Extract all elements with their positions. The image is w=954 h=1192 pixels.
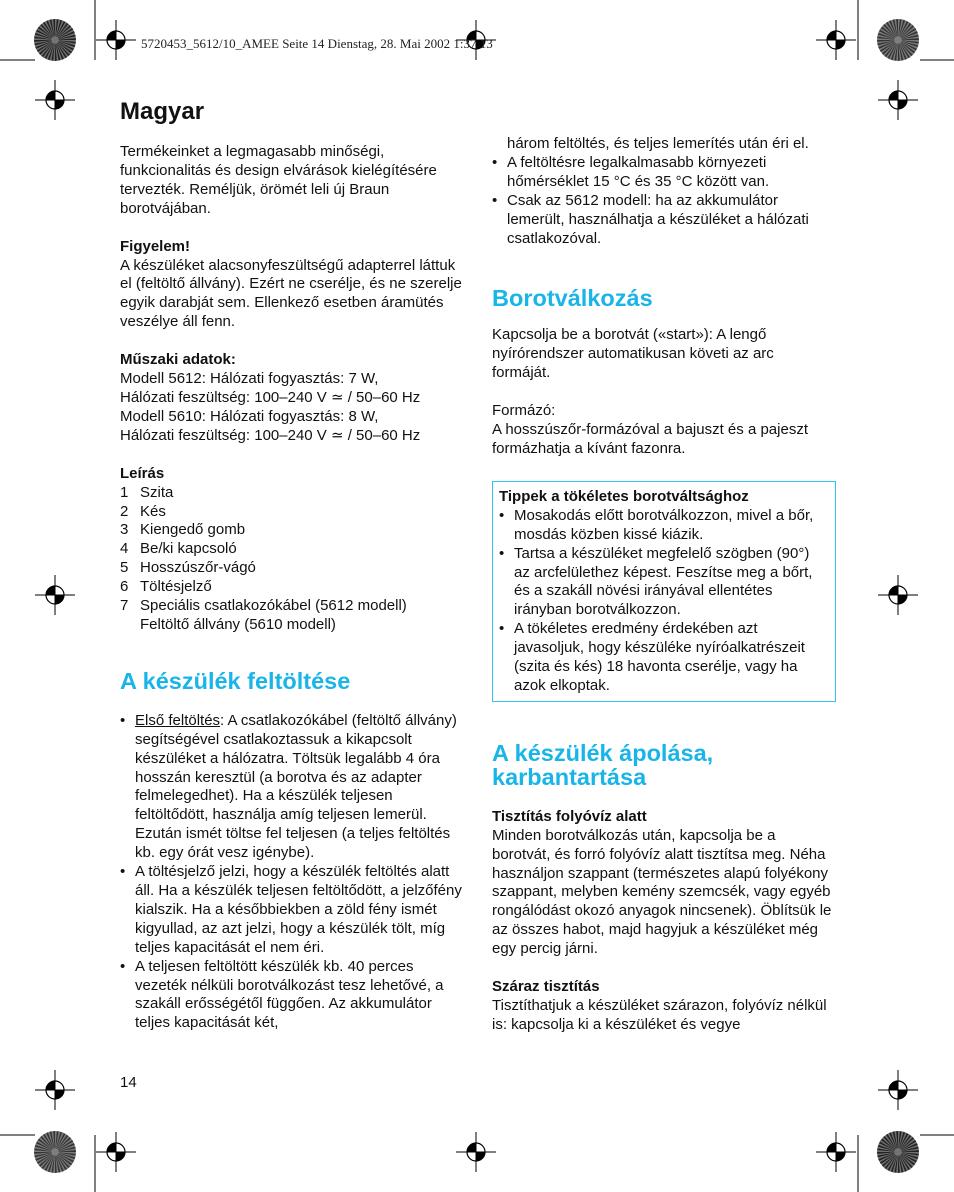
shaving-paragraph: Kapcsolja be a borotvát («start»): A lengő nyírórendszer automatikusan követi az arc formáját.: [492, 326, 774, 382]
care-paragraph-dry: Tisztíthatjuk a készüléket szárazon, folyóvíz nélkül is: kapcsolja ki a készüléket és vegye: [492, 997, 827, 1033]
list-item-continued: [492, 135, 836, 154]
registration-crosshair: [35, 80, 75, 120]
registration-crosshair: [35, 575, 75, 615]
spec-line: Hálózati feszültség: 100–240 V ≃ / 50–60 Hz: [120, 426, 421, 444]
registration-crosshair: [878, 575, 918, 615]
warning-heading: Figyelem!: [120, 237, 191, 255]
item-number: 4: [120, 540, 129, 558]
list-item: [120, 712, 465, 863]
tips-box: [492, 481, 836, 702]
list-item: [120, 503, 465, 522]
item-text: Kés: [140, 502, 166, 520]
item-text: Hosszúszőr-vágó: [140, 559, 256, 577]
care-heading: A készülék ápolása, karbantartása: [492, 739, 714, 790]
tip-text: Tartsa a készüléket megfelelő szögben (90°) az arcfelülethez képest. Feszítse meg a bőrt, és a szakáll növési irányával ellentétes irányban borotválkozzon.: [514, 544, 813, 619]
item-text-2: Feltöltő állvány (5610 modell): [140, 615, 336, 633]
shaving-heading: Borotválkozás: [492, 285, 653, 312]
spec-line: Hálózati feszültség: 100–240 V ≃ / 50–60 Hz: [120, 388, 421, 406]
item-number: 2: [120, 502, 129, 520]
charging-list-continued: [492, 135, 836, 248]
list-item: [499, 545, 829, 621]
list-item: [492, 154, 836, 192]
spec-line: Modell 5612: Hálózati fogyasztás: 7 W,: [120, 370, 379, 388]
tips-heading: Tippek a tökéletes borotváltsághoz: [499, 487, 749, 505]
care-paragraph-wet: Minden borotválkozás után, kapcsolja be a borotvát, és forró folyóvíz alatt tisztítsa meg. Néha használjon szappant (természetes alapú folyékony szappant, melyben kemény szemcsék, vagy egyéb rongálódást okozó anyagok nincsenek). Öblítsük le az összes habot, majd hagyjuk a készüléket még egy percig járni.: [492, 826, 832, 958]
list-item: [120, 540, 465, 559]
bullet-text: A feltöltésre legalkalmasabb környezeti hőmérséklet 15 °C és 35 °C között van.: [507, 153, 770, 190]
parts-list: [120, 484, 465, 635]
list-item: [120, 863, 465, 958]
bullet-text: A teljesen feltöltött készülék kb. 40 perces vezeték nélküli borotválkozást tesz lehetővé, a szakáll erősségétől függően. Az akkumulátor teljes kapacitását két,: [135, 957, 444, 1032]
charging-heading: A készülék feltöltése: [120, 667, 351, 694]
specs-heading: Műszaki adatok:: [120, 351, 236, 369]
item-number: 1: [120, 483, 129, 501]
list-item: [120, 958, 465, 1034]
registration-crosshair: [35, 1070, 75, 1110]
tip-text: Mosakodás előtt borotválkozzon, mivel a bőr, mosdás közben kissé kiázik.: [514, 506, 814, 543]
item-text: Kiengedő gomb: [140, 521, 246, 539]
registration-crosshair: [96, 1132, 136, 1172]
registration-crosshair: [878, 1070, 918, 1110]
first-charge-text: : A csatlakozókábel (feltöltő állvány) segítségével csatlakoztassuk a kikapcsolt készüléket a hálózatra. Töltsük legalább 4 óra hosszán keresztül (a borotva és az adapter felmelegedhet). Ha a készülék teljesen feltöltődött, használja amíg teljesen lemerül. Ezután ismét töltse fel teljesen (a teljes feltöltés kb. egy órát vesz igénybe).: [135, 711, 457, 862]
registration-crosshair: [816, 1132, 856, 1172]
starburst-mark: [877, 1131, 919, 1173]
list-item: [499, 620, 829, 696]
care-subheading-wet: Tisztítás folyóvíz alatt: [492, 807, 647, 825]
trimmer-label: Formázó:: [492, 402, 556, 420]
tip-text: A tökéletes eredmény érdekében azt javasoljuk, hogy készüléke nyíróalkatrészeit (szita és kés) 18 havonta cserélje, vagy ha azok elkoptak.: [514, 620, 805, 694]
starburst-mark: [34, 19, 76, 61]
list-item: [120, 578, 465, 597]
item-number: 5: [120, 559, 129, 577]
list-item: [492, 192, 836, 249]
item-text: Speciális csatlakozókábel (5612 modell): [140, 597, 407, 615]
first-charge-label: Első feltöltés: [135, 711, 221, 729]
spec-line: Modell 5610: Hálózati fogyasztás: 8 W,: [120, 407, 379, 425]
page-title: Magyar: [120, 98, 205, 125]
trimmer-paragraph: A hosszúszőr-formázóval a bajuszt és a pajeszt formázhatja a kívánt fazonra.: [492, 421, 808, 457]
print-header: 5720453_5612/10_AMEE Seite 14 Dienstag, 28. Mai 2002 1:37 13: [141, 36, 493, 51]
item-number: 7: [120, 597, 129, 615]
right-column: [492, 135, 836, 1054]
bullet-text: Csak az 5612 modell: ha az akkumulátor lemerült, használhatja a készüléket a hálózati csatlakozóval.: [507, 191, 809, 247]
registration-crosshair: [816, 20, 856, 60]
left-column: [120, 98, 465, 1033]
list-item: [120, 521, 465, 540]
list-item: [120, 484, 465, 503]
item-text: Szita: [140, 483, 174, 501]
charging-list: [120, 712, 465, 1033]
item-number: 6: [120, 578, 129, 596]
list-item: [120, 597, 465, 635]
starburst-mark: [877, 19, 919, 61]
page-number: 14: [120, 1074, 137, 1091]
item-text: Be/ki kapcsoló: [140, 540, 237, 558]
registration-crosshair: [456, 1132, 496, 1172]
tips-list: [499, 507, 829, 696]
item-text: Töltésjelző: [140, 578, 212, 596]
list-item: [499, 507, 829, 545]
list-item: [120, 559, 465, 578]
starburst-mark: [34, 1131, 76, 1173]
bullet-text: három feltöltés, és teljes lemerítés után éri el.: [507, 135, 809, 152]
item-number: 3: [120, 521, 129, 539]
registration-crosshair: [878, 80, 918, 120]
intro-paragraph: Termékeinket a legmagasabb minőségi, funkcionalitás és design elvárások kielégítésére tervezték. Reméljük, örömét leli új Braun borotvájában.: [120, 143, 437, 217]
care-subheading-dry: Száraz tisztítás: [492, 978, 600, 996]
specs-section: [120, 351, 465, 446]
registration-crosshair: [96, 20, 136, 60]
warning-text: A készüléket alacsonyfeszültségű adapterrel láttuk el (feltöltő állvány). Ezért ne cserélje, és ne szerelje egyik darabját sem. Ellenkező esetben áramütés veszélye áll fenn.: [120, 256, 462, 331]
description-section: [120, 465, 465, 635]
warning-section: [120, 238, 465, 333]
bullet-text: A töltésjelző jelzi, hogy a készülék feltöltés alatt áll. Ha a készülék teljesen feltöltődött, a jelzőfény kialszik. Ha a későbbiekben a zöld fény ismét kigyullad, az azt jelzi, hogy a készülék tölt, míg teljes kapacitását el nem éri.: [135, 863, 462, 956]
description-heading: Leírás: [120, 464, 165, 482]
